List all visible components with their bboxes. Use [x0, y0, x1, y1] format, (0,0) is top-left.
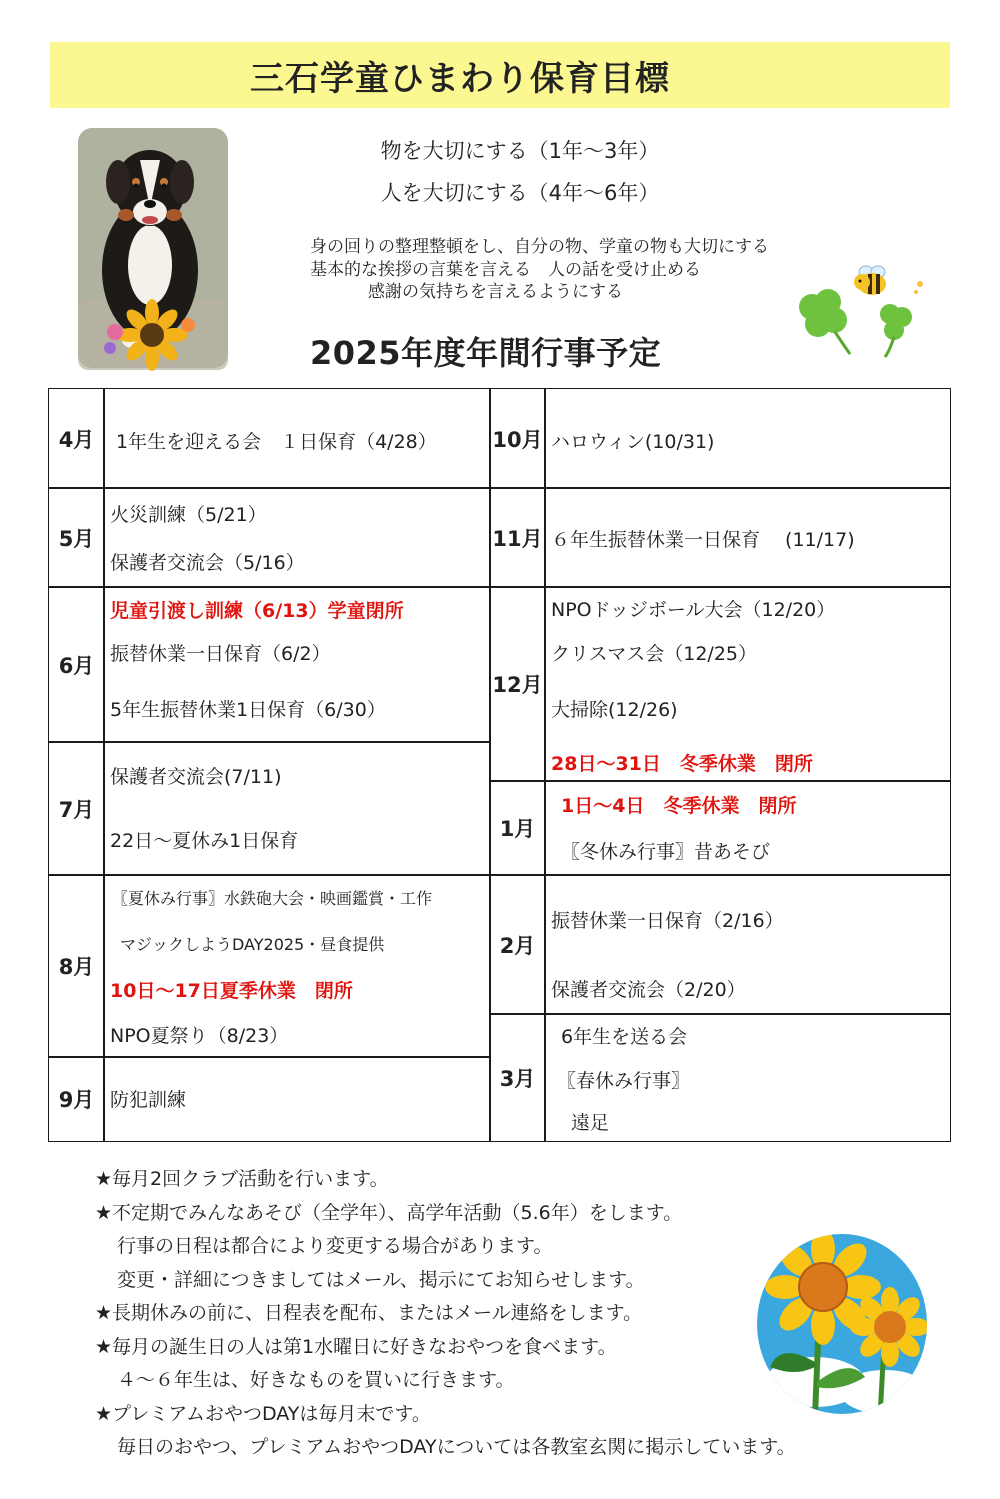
event-item: 5年生振替休業1日保育（6/30） [110, 699, 386, 721]
events-may [103, 487, 491, 588]
event-item: マジックしようDAY2025・昼食提供 [120, 935, 385, 954]
goal-detail-line: 身の回りの整理整頓をし、自分の物、学童の物も大切にする [310, 237, 769, 257]
page-title: 三石学童ひまわり保育目標 [250, 58, 670, 99]
month-august: 8月 [48, 874, 105, 1058]
events-march [544, 1013, 951, 1142]
events-august [103, 874, 491, 1058]
month-april: 4月 [48, 388, 105, 489]
event-item: 振替休業一日保育（6/2） [110, 643, 331, 665]
events-july [103, 741, 491, 876]
schedule-title: 2025年度年間行事予定 [310, 334, 662, 372]
goal-secondary: 人を大切にする（4年～6年） [380, 181, 660, 205]
event-item: 1年生を迎える会 １日保育（4/28） [116, 431, 437, 453]
bee-clover-icon [790, 262, 930, 362]
month-january: 1月 [489, 780, 546, 876]
event-item: 大掃除(12/26) [551, 699, 678, 721]
event-item-highlight: 28日～31日 冬季休業 閉所 [551, 753, 813, 775]
schedule-table [48, 388, 951, 1142]
goal-detail-line: 基本的な挨拶の言葉を言える 人の話を受け止める [310, 259, 701, 280]
goal-detail-line: 感謝の気持ちを言えるようにする [368, 282, 623, 302]
event-item: ハロウィン(10/31) [551, 431, 715, 453]
note-line: ４～６年生は、好きなものを買いに行きます。 [117, 1369, 515, 1391]
events-september [103, 1056, 491, 1142]
event-item: クリスマス会（12/25） [551, 643, 757, 665]
note-line: 変更・詳細につきましてはメール、掲示にてお知らせします。 [117, 1268, 645, 1291]
month-february: 2月 [489, 874, 546, 1015]
note-line: 毎日のおやつ、プレミアムおやつDAYについては各教室玄関に掲示しています。 [117, 1436, 796, 1458]
event-item: 保護者交流会(7/11) [110, 766, 282, 788]
events-december [544, 586, 951, 782]
event-item: 22日～夏休み1日保育 [110, 830, 299, 852]
events-june [103, 586, 491, 743]
sunflower-icon [755, 1232, 930, 1417]
event-item: NPOドッジボール大会（12/20） [551, 599, 836, 621]
events-november [544, 487, 951, 588]
month-march: 3月 [489, 1013, 546, 1142]
note-line: ★毎月2回クラブ活動を行います。 [95, 1168, 389, 1190]
month-june: 6月 [48, 586, 105, 743]
events-october [544, 388, 951, 489]
note-line: ★毎月の誕生日の人は第1水曜日に好きなおやつを食べます。 [95, 1335, 617, 1358]
goal-details [310, 236, 769, 304]
event-item-highlight: 1日～4日 冬季休業 閉所 [561, 795, 797, 817]
event-item: 遠足 [571, 1112, 610, 1134]
goal-primary: 物を大切にする（1年～3年） [380, 139, 660, 163]
note-line: ★プレミアムおやつDAYは毎月末です。 [95, 1402, 431, 1425]
events-april [103, 388, 491, 489]
event-item: 〖夏休み行事〗水鉄砲大会・映画鑑賞・工作 [112, 889, 433, 908]
notes-block [95, 1163, 796, 1465]
month-october: 10月 [489, 388, 546, 489]
month-july: 7月 [48, 741, 105, 876]
dog-with-sunflower-photo [70, 120, 235, 375]
events-february [544, 874, 951, 1015]
event-item: 〖冬休み行事〗昔あそび [561, 841, 771, 863]
month-may: 5月 [48, 487, 105, 588]
month-september: 9月 [48, 1056, 105, 1142]
event-item-highlight: 10日～17日夏季休業 閉所 [110, 980, 353, 1002]
month-november: 11月 [489, 487, 546, 588]
month-december: 12月 [489, 586, 546, 782]
events-january [544, 780, 951, 876]
event-item: ６年生振替休業一日保育 (11/17) [551, 529, 855, 551]
title-banner [50, 42, 950, 108]
event-item: NPO夏祭り（8/23） [110, 1025, 289, 1047]
note-line: ★長期休みの前に、日程表を配布、またはメール連絡をします。 [95, 1302, 643, 1324]
note-line: 行事の日程は都合により変更する場合があります。 [117, 1235, 553, 1257]
event-item: 保護者交流会（2/20） [551, 979, 746, 1001]
event-item: 火災訓練（5/21） [110, 504, 267, 526]
goals-block [310, 130, 730, 214]
event-item-highlight: 児童引渡し訓練（6/13）学童閉所 [110, 600, 404, 622]
event-item: 防犯訓練 [110, 1089, 187, 1111]
event-item: 〖春休み行事〗 [557, 1070, 691, 1092]
event-item: 振替休業一日保育（2/16） [551, 910, 784, 932]
event-item: 6年生を送る会 [561, 1026, 688, 1048]
event-item: 保護者交流会（5/16） [110, 552, 305, 574]
note-line: ★不定期でみんなあそび（全学年）、高学年活動（5.6年）をします。 [95, 1201, 683, 1224]
